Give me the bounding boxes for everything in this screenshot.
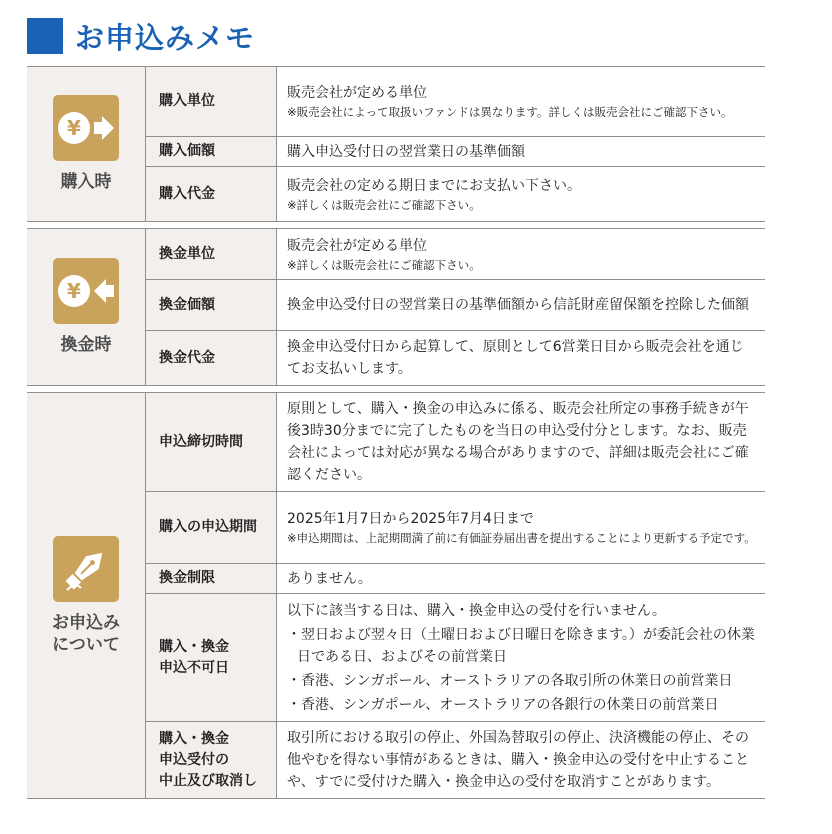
- row-value: 換金申込受付日の翌営業日の基準価額から信託財産留保額を控除した価額: [287, 297, 749, 314]
- table-row: [146, 280, 765, 331]
- row-note: ※申込期間は、上記期間満了前に有価証券届出書を提出することにより更新する予定です。: [287, 531, 756, 546]
- yen-arrow-left-icon: [53, 258, 119, 324]
- row-label-line1: 購入・換金: [159, 638, 229, 655]
- row-value: 換金申込受付日から起算して、原則として6営業日目から販売会社を通じてお支払いします。: [287, 339, 744, 377]
- section-application: [27, 392, 765, 799]
- table-row: [146, 331, 765, 385]
- row-value: 以下に該当する日は、購入・換金申込の受付を行いません。: [287, 602, 666, 619]
- section-title-line1: お申込み: [52, 612, 120, 633]
- list-item: ・翌日および翌々日（土曜日および日曜日を除きます。）が委託会社の休業日である日、およびその前営業日: [287, 626, 755, 665]
- section-purchase: [27, 66, 765, 222]
- table-row: [146, 492, 765, 564]
- fountain-pen-icon: [53, 536, 119, 602]
- row-label: 換金価額: [146, 280, 277, 330]
- row-label: 申込締切時間: [146, 393, 277, 491]
- row-note: ※詳しくは販売会社にご確認下さい。: [287, 197, 481, 212]
- yen-arrow-right-icon: [53, 95, 119, 161]
- table-row: [146, 167, 765, 221]
- row-label: [146, 722, 277, 798]
- row-value: 2025年1月7日から2025年7月4日まで: [287, 511, 534, 528]
- row-label: 購入価額: [146, 137, 277, 166]
- list-item: ・香港、シンガポール、オーストラリアの各銀行の休業日の前営業日: [287, 696, 719, 713]
- section-redemption: [27, 228, 765, 386]
- row-label-line2: 申込受付の: [159, 751, 229, 768]
- row-note: ※詳しくは販売会社にご確認下さい。: [287, 257, 481, 272]
- table-row: [146, 67, 765, 137]
- svg-text:¥: ¥: [67, 116, 81, 140]
- row-label: [146, 594, 277, 721]
- svg-text:¥: ¥: [67, 279, 81, 303]
- row-label: 購入単位: [146, 67, 277, 136]
- table-row: [146, 137, 765, 167]
- row-label: 換金制限: [146, 564, 277, 593]
- row-value: 販売会社の定める期日までにお支払い下さい。: [287, 177, 581, 194]
- row-value: 販売会社が定める単位: [287, 85, 427, 101]
- table-row: [146, 229, 765, 280]
- table-row: [146, 564, 765, 594]
- row-value: 購入申込受付日の翌営業日の基準価額: [287, 143, 525, 160]
- section-title-line2: について: [52, 634, 120, 655]
- section-label-application: [27, 393, 146, 798]
- section-label-redemption: [27, 229, 146, 385]
- section-label-purchase: [27, 67, 146, 221]
- section-title: 購入時: [60, 172, 112, 192]
- page-title: [27, 16, 255, 56]
- row-label: 購入代金: [146, 167, 277, 221]
- section-title: 換金時: [60, 335, 112, 355]
- row-label: 購入の申込期間: [146, 492, 277, 563]
- title-marker: [27, 18, 63, 54]
- row-note: ※販売会社によって取扱いファンドは異なります。詳しくは販売会社にご確認下さい。: [287, 105, 733, 119]
- row-label: 換金代金: [146, 331, 277, 385]
- row-value: ありません。: [287, 570, 372, 587]
- table-row: [146, 722, 765, 798]
- row-value: 原則として、購入・換金の申込みに係る、販売会社所定の事務手続きが午後3時30分までに完了したものを当日の申込受付分とします。なお、販売会社によっては対応が異なる場合がありますので、詳細は販売会社にご確認ください。: [287, 401, 749, 483]
- title-text: お申込みメモ: [75, 20, 256, 55]
- row-label-line1: 購入・換金: [159, 730, 229, 747]
- list-item: ・香港、シンガポール、オーストラリアの各取引所の休業日の前営業日: [287, 672, 733, 689]
- table-row: [146, 594, 765, 722]
- row-label-line2: 申込不可日: [159, 659, 229, 676]
- table-row: [146, 393, 765, 492]
- row-label-line3: 中止及び取消し: [159, 772, 257, 789]
- row-label: 換金単位: [146, 229, 277, 279]
- row-value: 販売会社が定める単位: [287, 237, 427, 254]
- row-value: 取引所における取引の停止、外国為替取引の停止、決済機能の停止、その他やむを得ない事情があるときは、購入・換金申込の受付を中止することや、すでに受付けた購入・換金申込の受付を取消すことがあります。: [287, 730, 749, 790]
